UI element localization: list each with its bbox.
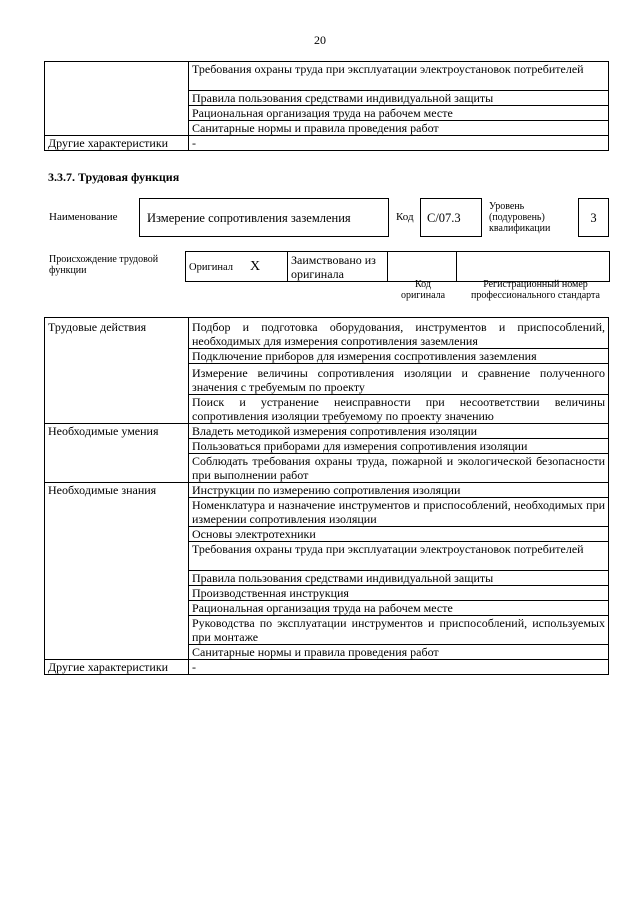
- group-label: Необходимые умения: [45, 424, 189, 483]
- function-code-value: С/07.3: [420, 198, 482, 237]
- reg-caption: Регистрационный номер профессионального стандарта: [471, 279, 600, 301]
- original-label: Оригинал: [189, 262, 233, 273]
- origin-original-cell: [186, 252, 288, 282]
- origin-label: Происхождение трудовой функции: [49, 254, 159, 276]
- table-cell: Требования охраны труда при эксплуатации электроустановок потребителей: [189, 542, 609, 571]
- origin-code-cell: [388, 252, 457, 282]
- code-label: Код: [396, 211, 414, 223]
- table-cell: Правила пользования средствами индивидуальной защиты: [189, 91, 609, 106]
- table-row: [45, 483, 609, 498]
- table-cell: Владеть методикой измерения сопротивления изоляции: [189, 424, 609, 439]
- table-cell: Рациональная организация труда на рабочем месте: [189, 106, 609, 121]
- other-characteristics-value: -: [189, 660, 609, 675]
- table-cell: Правила пользования средствами индивидуальной защиты: [189, 571, 609, 586]
- table-cell: Производственная инструкция: [189, 586, 609, 601]
- table-cell: Пользоваться приборами для измерения сопротивления изоляции: [189, 439, 609, 454]
- borrowed-label: Заимствовано из оригинала: [288, 252, 388, 282]
- table-cell: Измерение величины сопротивления изоляции и сравнение полученного значения с требуемым по проекту: [189, 364, 609, 395]
- table-row: [186, 252, 610, 282]
- table-cell: Подключение приборов для измерения соспротивления заземления: [189, 349, 609, 364]
- table-cell-empty: [45, 62, 189, 136]
- section-title: 3.3.7. Трудовая функция: [48, 170, 180, 184]
- table-row: [45, 136, 609, 151]
- name-label: Наименование: [49, 211, 118, 223]
- table-cell: Подбор и подготовка оборудования, инструментов и приспособлений, необходимых для измерения сопротивления заземления: [189, 318, 609, 349]
- other-characteristics-label: Другие характеристики: [45, 660, 189, 675]
- table-row: [45, 660, 609, 675]
- origin-reg-cell: [457, 252, 610, 282]
- table-cell: Санитарные нормы и правила проведения работ: [189, 121, 609, 136]
- main-table: [44, 317, 609, 675]
- table-cell: Соблюдать требования охраны труда, пожарной и экологической безопасности при выполнении работ: [189, 454, 609, 483]
- table-cell: Номенклатура и назначение инструментов и приспособлений, необходимых при измерении сопротивления изоляции: [189, 498, 609, 527]
- table-cell: Инструкции по измерению сопротивления изоляции: [189, 483, 609, 498]
- table-cell: Санитарные нормы и правила проведения работ: [189, 645, 609, 660]
- original-mark: X: [250, 259, 261, 274]
- level-value: 3: [578, 198, 609, 237]
- table-cell: Поиск и устранение неисправности при несоответствии величины сопротивления изоляции требуемому по проекту значению: [189, 395, 609, 424]
- origin-table: [185, 251, 610, 282]
- level-label: Уровень (подуровень) квалификации: [489, 201, 551, 234]
- table-cell: Основы электротехники: [189, 527, 609, 542]
- top-table: [44, 61, 609, 151]
- table-cell: Руководства по эксплуатации инструментов и приспособлений, используемых при монтаже: [189, 616, 609, 645]
- table-cell: Требования охраны труда при эксплуатации электроустановок потребителей: [189, 62, 609, 91]
- group-label: Необходимые знания: [45, 483, 189, 660]
- table-cell: Рациональная организация труда на рабочем месте: [189, 601, 609, 616]
- function-name-value: Измерение сопротивления заземления: [139, 198, 389, 237]
- table-row: [45, 318, 609, 349]
- page-number: 20: [314, 33, 326, 47]
- table-row: [45, 424, 609, 439]
- table-row: [45, 62, 609, 91]
- other-characteristics-label: Другие характеристики: [45, 136, 189, 151]
- other-characteristics-value: -: [189, 136, 609, 151]
- code-caption: Код оригинала: [400, 279, 446, 301]
- group-label: Трудовые действия: [45, 318, 189, 424]
